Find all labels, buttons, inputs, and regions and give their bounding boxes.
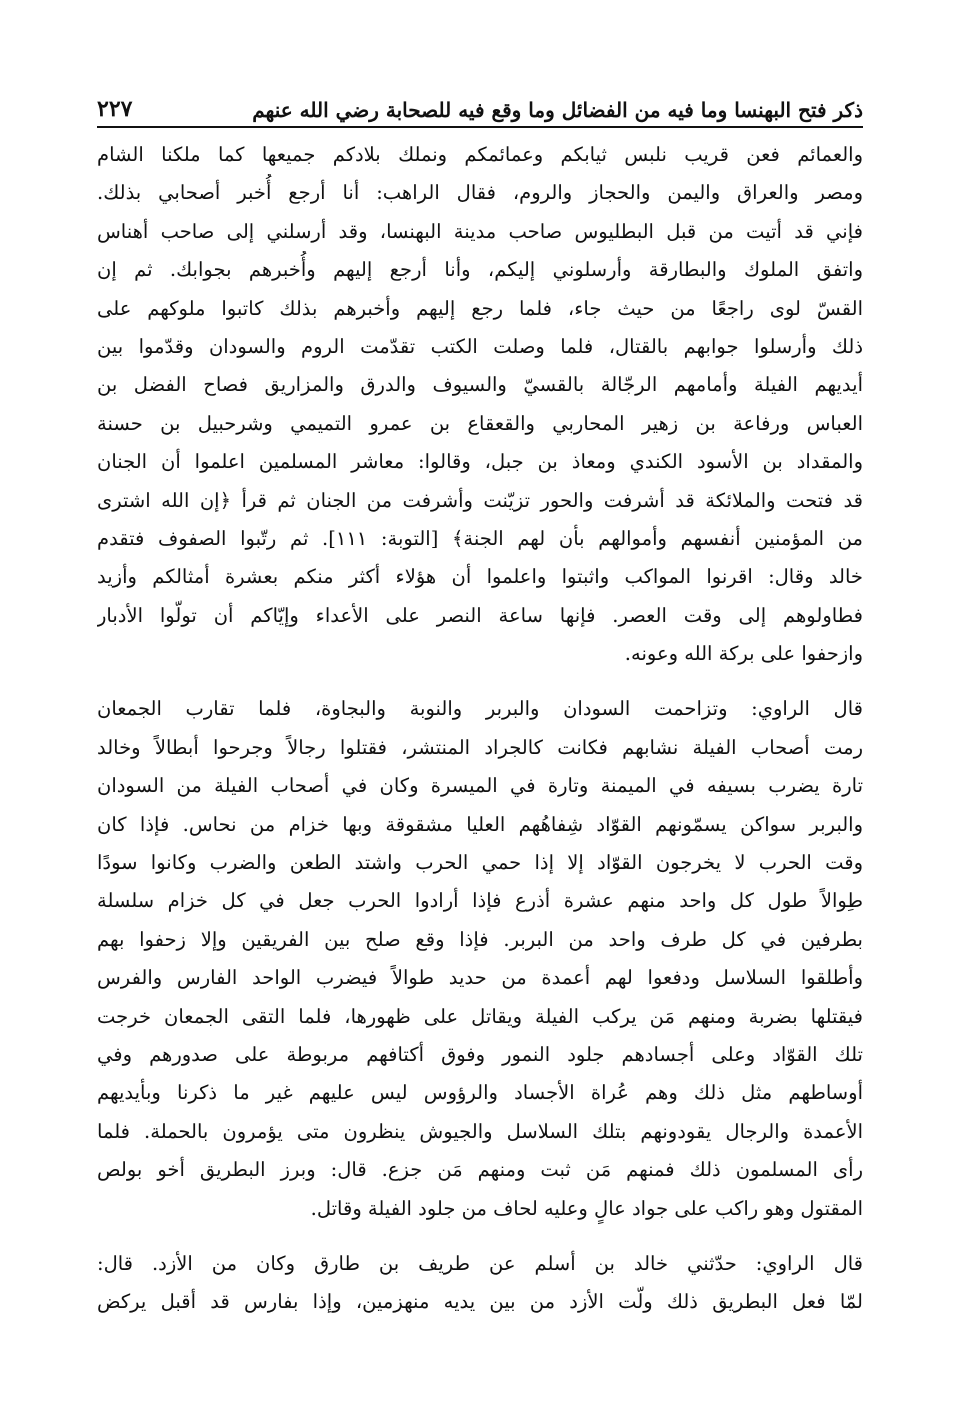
running-header: [97, 84, 863, 122]
text-line: الأعمدة والرجال يقودونهم بتلك السلاسل والجيوش ينظرون متى يؤمرون بالحملة. فلما: [97, 1119, 863, 1143]
text-line: قد فتحت والملائكة قد أشرفت والحور تزيّنت وأشرفت من الجنان ثم قرأ ﴿إن الله اشترى: [97, 488, 863, 512]
text-line: أيديهم الفيلة وأمامهم الرجّالة بالقسيّ والسيوف والدرق والمزاريق فصاح الفضل بن: [97, 373, 863, 397]
text-line: قال الراوي: حدّثني خالد بن أسلم عن طريف بن طارق وكان من الأزد. قال:: [97, 1251, 863, 1275]
text-line: تارة يضرب بسيفه في الميمنة وتارة في الميسرة وكان في أصحاب الفيلة من السودان: [97, 774, 863, 798]
text-line: والعمائم فعن قريب نلبس ثيابكم وعمائمكم ونملك بلادكم جميعها كما ملكنا الشام: [97, 143, 863, 166]
text-line: فإني قد أتيت من قبل البطليوس صاحب مدينة البهنسا، وقد أرسلني إلى صاحب أهناس: [97, 219, 863, 243]
text-line: وأطلقوا السلاسل ودفعوا لهم أعمدة من حديد طوالاً فيضرب الواحد الفارس والفرس: [97, 966, 863, 990]
text-line: العباس ورفاعة بن زهير المحاربي والقعقاع بن عمرو التميمي وشرحبيل بن حسنة: [97, 411, 863, 435]
text-line: رمت أصحاب الفيلة نشابهم فكانت كالجراد المنتشر، فقتلوا رجالاً وجرحوا أبطالاً وخالد: [97, 735, 863, 759]
text-line: فطاولوهم إلى وقت العصر. فإنها ساعة النصر على الأعداء وإيّاكم أن تولّوا الأدبار: [97, 603, 863, 627]
text-line: ذلك وأرسلوا جوابهم بالقتال، فلما وصلت الكتب تقدّمت الروم والسودان وقدّموا بين: [97, 334, 863, 358]
text-line: قال الراوي: وتزاحمت السودان والبربر والنوبة والبجاوة، فلما تقارب الجمعان: [97, 697, 863, 721]
text-line: من المؤمنين أنفسهم وأموالهم بأن لهم الجنة﴾ [التوبة: ١١١]. ثم رتّبوا الصفوف فتقدم: [97, 526, 863, 550]
text-line: طِوالاً طول كل واحد منهم عشرة أذرع فإذا أرادوا الحرب جعل في كل خزام سلسلة: [97, 889, 863, 913]
page-number: ٢٢٧: [97, 96, 133, 122]
paragraph: [97, 1245, 863, 1322]
text-line: والبربر سواكن يسمّونهم القوّاد شِفاهُهم العليا مشقوقة وبها خزام من نحاس. فإذا كان: [97, 812, 863, 836]
running-header-title: ذكر فتح البهنسا وما فيه من الفضائل وما وقع فيه للصحابة رضي الله عنهم: [252, 98, 863, 122]
page-body: [97, 136, 863, 1322]
text-line: خالد وقال: اقرنوا المواكب واثبتوا واعلموا أن هؤلاء أكثر منكم بعشرة أمثالكم وأزيد: [97, 565, 863, 589]
text-line: وقت الحرب لا يخرجون القوّاد إلا إذا حمي الحرب واشتد الطعن والضرب وكانوا سودًا: [97, 851, 863, 875]
text-line: ومصر والعراق واليمن والحجاز والروم، فقال الراهب: أنا أرجع أُخبر أصحابي بذلك.: [97, 181, 863, 205]
text-line: لمّا فعل البطريق ذلك ولّت الأزد من بين يديه منهزمين، وإذا بفارس قد أقبل يركض: [97, 1290, 863, 1314]
text-line: تلك القوّاد وعلى أجسادهم جلود النمور وفوق أكتافهم مربوطة على صدورهم وفي: [97, 1042, 863, 1066]
text-line: رأى المسلمون ذلك فمنهم مَن ثبت ومنهم مَن جزع. قال: وبرز البطريق أخو بولص: [97, 1158, 863, 1182]
text-line: القسّ لوى راجعًا من حيث جاء، فلما رجع إليهم وأخبرهم بذلك كاتبوا ملوكهم على: [97, 296, 863, 320]
text-line: أوساطهم مثل ذلك وهم عُراة الأجساد والرؤوس ليس عليهم غير ما ذكرنا وبأيديهم: [97, 1081, 863, 1105]
text-line: والمقداد بن الأسود الكندي ومعاذ بن جبل، وقالوا: معاشر المسلمين اعلموا أن الجنان: [97, 450, 863, 474]
text-line: واتفق الملوك والبطارقة وأرسلوني إليكم، وأنا أرجع إليهم وأُخبرهم بجوابك. ثم إن: [97, 258, 863, 282]
text-line: المقتول وهو راكب على جواد عالٍ وعليه لحاف من جلود الفيلة وقاتل.: [310, 1196, 863, 1220]
paragraph: [97, 690, 863, 1227]
paragraph: [97, 136, 863, 673]
text-line: بطرفين في كل طرف واحد من البربر. فإذا وقع صلح بين الفريقين وإلا زحفوا بهم: [97, 927, 863, 951]
text-line: فيقتلها بضربة ومنهم مَن يركب الفيلة ويقاتل على ظهورها، فلما التقى الجمعان خرجت: [97, 1004, 863, 1028]
text-line: وازحفوا على بركة الله وعونه.: [624, 642, 863, 666]
header-rule: [97, 126, 863, 128]
